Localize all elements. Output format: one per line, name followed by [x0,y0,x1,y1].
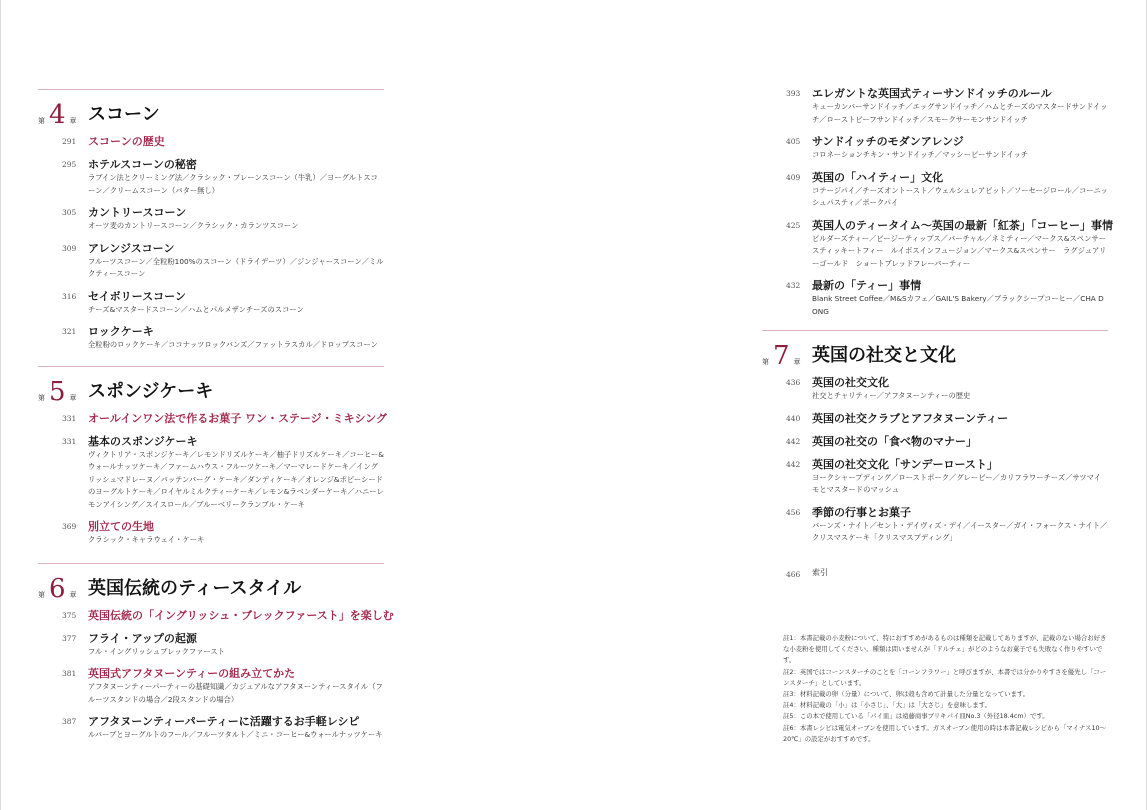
chapter-prefix: 第 [762,358,769,366]
toc-entry [762,434,1108,449]
page-number: 377 [62,633,77,643]
chapter-prefix: 第 [38,117,45,125]
toc-entry [38,134,384,149]
entry-title: スコーンの歴史 [88,135,165,148]
page-number: 442 [786,436,801,446]
chapter-suffix: 章 [69,590,77,599]
entry-title: セイボリースコーン [88,289,186,303]
chapter-heading [38,366,384,411]
page-number: 369 [62,522,77,531]
toc-entry [762,278,1108,318]
chapter-label [38,573,77,604]
page-left-edge [0,0,1,810]
toc-entry [38,411,388,426]
entry-title: 季節の行事とお菓子 [812,505,911,519]
page-number: 393 [786,89,801,98]
entry-title: カントリースコーン [88,206,187,219]
toc-entry [38,157,384,197]
toc-entry [762,375,1108,403]
entry-title: ロックケーキ [88,325,154,338]
entry-subitems: ラブイン法とクリーミング法／クラシック・プレーンスコーン（牛乳）／ヨーグルトスコーン／クリームスコーン（バター無し） [88,173,378,195]
toc-entry [762,505,1108,545]
page-number: 405 [786,137,801,146]
entry-title: オールインワン法で作るお菓子 ワン・ステージ・ミキシング [88,411,388,425]
entry-title: 英国の「ハイティー」文化 [812,170,944,184]
footnotes [783,633,1111,745]
entry-title: 最新の「ティー」事情 [812,279,922,292]
footnote: 註4：材料記載の「小」は「小さじ」、「大」は「大さじ」を意味します。 [783,701,992,710]
toc-entry [762,86,1108,126]
right-column [762,87,1114,587]
index-label: 索引 [812,567,828,577]
entry-subitems: Blank Street Coffee／M&Sカフェ／GAIL'S Bakery／ブラックシープコーヒー／CHA DONG [812,294,1104,316]
entry-subitems: ルバーブとヨーグルトのフール／フルーツタルト／ミニ・コーヒー&ウォールナッツケーキ [88,730,383,739]
page-number: 309 [62,243,77,253]
entry-title: アレンジスコーン [88,241,175,255]
footnote: 註1：本書記載の小麦粉について、特におすすめがあるものは種類を記載してありますが、記載のない場合お好きな小麦粉を使用してください。種類は問いませんが「ドルチェ」がどのようなお菓子でも失敗なく作りやすいです。 [783,634,1107,665]
toc-entry [38,519,384,547]
toc-entry [38,434,384,512]
chapter-prefix: 第 [38,590,45,599]
page-number: 387 [62,717,77,726]
toc-entry [762,457,1108,497]
entry-subitems: フルーツスコーン／全粒粉100%のスコーン（ドライデーツ）／ジンジャースコーン／ミルクティースコーン [88,256,384,278]
continued-entries [762,86,1114,318]
entry-subitems: ヴィクトリア・スポンジケーキ／レモンドリズルケーキ／柚子ドリズルケーキ／コーヒー&ウォールナッツケーキ／ファームハウス・フルーツケーキ／マーマレードケーキ／イングリッシュマドレーヌ／バッテンバーグ・ケーキ／ダンディケーキ／オレンジ&ポピーシードのヨーグルトケーキ／ロイヤルミルクティーケーキ／レモン&ラベンダーケーキ／ハニーレモンアイシング／スイスロール／ブルーベリークランブル・ケーキ [88,449,384,509]
entry-subitems: ビルダーズティー／ビージーティップス／バーチャル／ネミティー／マークス&スペンサー スティッキートフィー ルイボスインフュージョン／マークス&スペンサー ラグジュアリーゴールド ショートブレッドフレーバーティー [812,233,1114,268]
entry-subitems: バーンズ・ナイト／セント・デイヴィズ・デイ／イースター／ガイ・フォークス・ナイト／クリスマスケーキ「クリスマスプディング」 [812,520,1108,542]
page-number: 466 [786,569,801,579]
page-number: 316 [62,291,77,301]
page-number: 331 [62,436,77,446]
entry-subitems: チーズ&マスタードスコーン／ハムとパルメザンチーズのスコーン [88,304,304,314]
page-number: 436 [786,378,801,387]
chapter-number: 4 [49,100,66,130]
toc-entry [38,241,384,281]
toc-entry [38,631,384,659]
chapter-label [38,376,77,407]
chapter-suffix: 章 [793,358,801,366]
entry-subitems: キューカンバーサンドイッチ／エッグサンドイッチ／ハムとチーズのマスタードサンドイッチ／ローストビーフサンドイッチ／スモークサーモンサンドイッチ [812,102,1108,124]
entry-title: 英国の社交の「食べ物のマナー」 [812,434,977,448]
footnote: 註6：本書レシピは電気オーブンを使用しています。ガスオーブン使用の時は本書記載レシピから「マイナス10～20℃」の設定がおすすめです。 [783,723,1106,743]
chapter-title: 英国の社交と文化 [812,345,956,366]
chapter-prefix: 第 [38,393,45,402]
entry-title: 英国の社交クラブとアフタヌーンティー [812,411,1009,425]
chapter-title: スポンジケーキ [88,380,214,402]
chapter-number: 6 [49,573,66,604]
entry-title: サンドイッチのモダンアレンジ [812,135,964,148]
toc-entry [762,170,1108,210]
toc-entry [38,324,384,352]
toc-entry [38,608,394,623]
entry-title: 英国人のティータイム～英国の最新「紅茶」「コーヒー」事情 [812,218,1113,232]
entry-subitems: コテージパイ／チーズオントースト／ウェルシュレアビット／ソーセージロール／コーニッシュパスティ／ポークパイ [812,185,1108,207]
index-entry [762,567,1108,580]
page-number: 375 [62,610,77,620]
chapter-title: 英国伝統のティースタイル [88,577,302,599]
entry-title: ホテルスコーンの秘密 [88,158,197,171]
toc-entry [38,205,384,233]
page-number: 440 [786,413,801,423]
chapter-heading [762,330,1108,375]
toc-entry [38,289,384,317]
chapter-number: 7 [773,341,790,371]
chapter-label [762,343,801,369]
entry-title: 英国の社交文化 [812,376,889,389]
chapter-number: 5 [49,376,66,407]
entry-title: フライ・アップの起源 [88,631,197,645]
chapter-heading [38,563,384,608]
entry-title: 英国式アフタヌーンティーの組み立てかた [88,667,296,680]
page-number: 442 [786,459,801,469]
chapter-suffix: 章 [69,117,77,125]
chapter-title: スコーン [88,104,160,125]
page-number: 291 [62,137,77,146]
toc-entry [38,666,384,706]
page-number: 425 [786,220,801,230]
page-number: 331 [62,413,77,423]
entry-subitems: オーツ麦のカントリースコーン／クラシック・カランツスコーン [88,221,299,230]
entry-title: 別立ての生地 [88,520,154,533]
entry-title: 基本のスポンジケーキ [88,434,198,448]
chapter-heading [38,89,384,134]
entry-title: 英国の社交文化「サンデーロースト」 [812,457,998,471]
entry-subitems: 全粒粉のロックケーキ／ココナッツロックバンズ／ファットラスカル／ドロップスコーン [88,340,378,349]
entry-subitems: アフタヌーンティーパーティーの基礎知識／カジュアルなアフタヌーンティースタイル（フルーツスタンドの場合／2段スタンドの場合） [88,682,383,704]
entry-subitems: ヨークシャープディング／ローストポーク／グレービー／カリフラワーチーズ／サツマイモとマスタードのマッシュ [812,472,1102,494]
entry-title: 英国伝統の「イングリッシュ・ブレックファースト」を楽しむ [88,608,394,622]
footnote: 註5：この本で使用している「パイ皿」は遠藤商事ブリキパイ皿No.3（外径18.4cm）です。 [783,712,1049,721]
entry-subitems: フル・イングリッシュブレックファースト [88,646,225,656]
entry-title: エレガントな英国式ティーサンドイッチのルール [812,87,1052,100]
left-column [38,89,394,750]
footnote: 註2：英国ではコーンスターチのことを「コーンフラワー」と呼びますが、本書では分かりやすさを優先し「コーンスターチ」としています。 [783,667,1107,687]
entry-subitems: 社交とチャリティー／アフタヌーンティーの歴史 [812,391,971,400]
page-number: 381 [62,669,77,678]
toc-entry [38,714,384,742]
page-number: 305 [62,208,77,217]
page-number: 295 [62,160,77,169]
entry-subitems: コロネーションチキン・サンドイッチ／マッシービーサンドイッチ [812,150,1029,159]
page-number: 321 [62,327,77,336]
toc-entry [762,134,1108,162]
page-number: 456 [786,507,801,517]
toc-entry [762,411,1108,426]
footnote: 註3：材料記載の卵（分量）について、卵は殻も含めて計量した分量となっています。 [783,690,1030,699]
chapter-suffix: 章 [69,393,77,402]
page-number: 432 [786,281,801,290]
entry-subitems: クラシック・キャラウェイ・ケーキ [88,535,205,544]
page-number: 409 [786,172,801,182]
entry-title: アフタヌーンティーパーティーに活躍するお手軽レシピ [88,715,360,728]
toc-entry [762,218,1114,271]
chapter-label [38,102,77,128]
